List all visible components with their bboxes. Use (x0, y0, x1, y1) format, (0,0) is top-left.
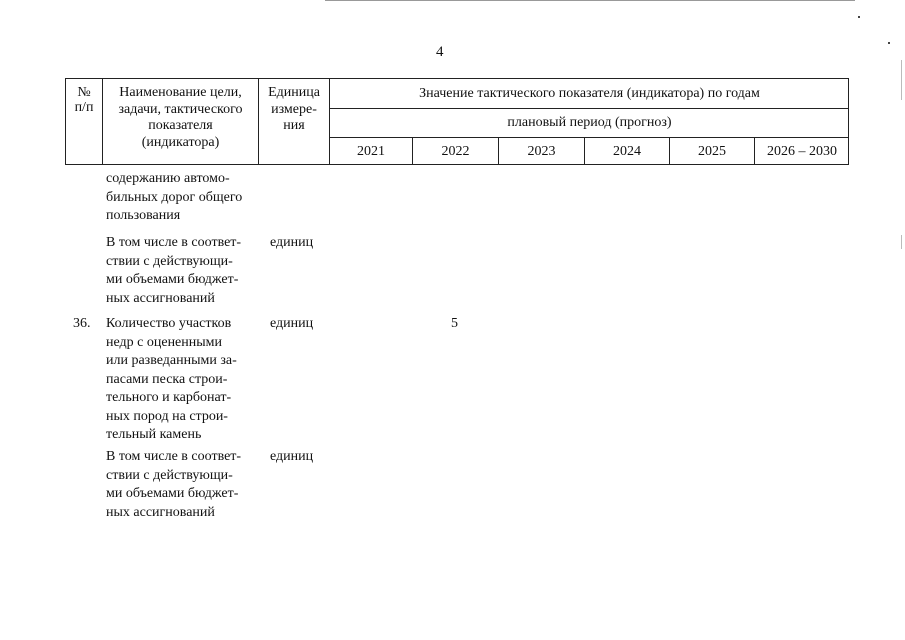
row-divider (329, 137, 849, 138)
row-unit: единиц (270, 235, 314, 250)
header-value-title: Значение тактического показателя (индикатора) по годам (419, 86, 760, 101)
scan-speck (858, 16, 860, 18)
row-value-2022: 5 (451, 316, 458, 331)
header-name: Наименование цели, задачи, тактического показателя (индикатора) (118, 85, 243, 150)
page-number: 4 (436, 44, 444, 60)
row-unit: единиц (270, 449, 314, 464)
scan-edge-mark (901, 60, 902, 100)
row-name: В том числе в соответ- ствии с действующи- ми объемами бюджет- ных ассигнований (106, 449, 242, 520)
header-year: 2023 (527, 144, 556, 159)
header-year: 2025 (698, 144, 726, 159)
row-number: 36. (73, 316, 91, 331)
scan-edge-line (325, 0, 855, 1)
table-header (65, 78, 849, 165)
header-unit: Единица измере- ния (268, 85, 320, 133)
header-period-title: плановый период (прогноз) (507, 115, 672, 130)
row-divider (329, 108, 849, 109)
header-year: 2026 – 2030 (767, 144, 837, 159)
row-name: Количество участков недр с оцененными или разведанными за- пасами песка строи- тельного и карбонат- ных пород на строи- тельный камень (106, 316, 237, 442)
header-year: 2021 (357, 144, 385, 159)
header-num: № п/п (74, 85, 94, 115)
scan-speck (888, 42, 890, 44)
scan-edge-mark (901, 235, 902, 249)
row-name: содержанию автомо- бильных дорог общего пользования (106, 171, 243, 223)
row-name: В том числе в соответ- ствии с действующи- ми объемами бюджет- ных ассигнований (106, 235, 242, 306)
header-year: 2024 (613, 144, 641, 159)
row-unit: единиц (270, 316, 314, 331)
header-year: 2022 (441, 144, 470, 159)
